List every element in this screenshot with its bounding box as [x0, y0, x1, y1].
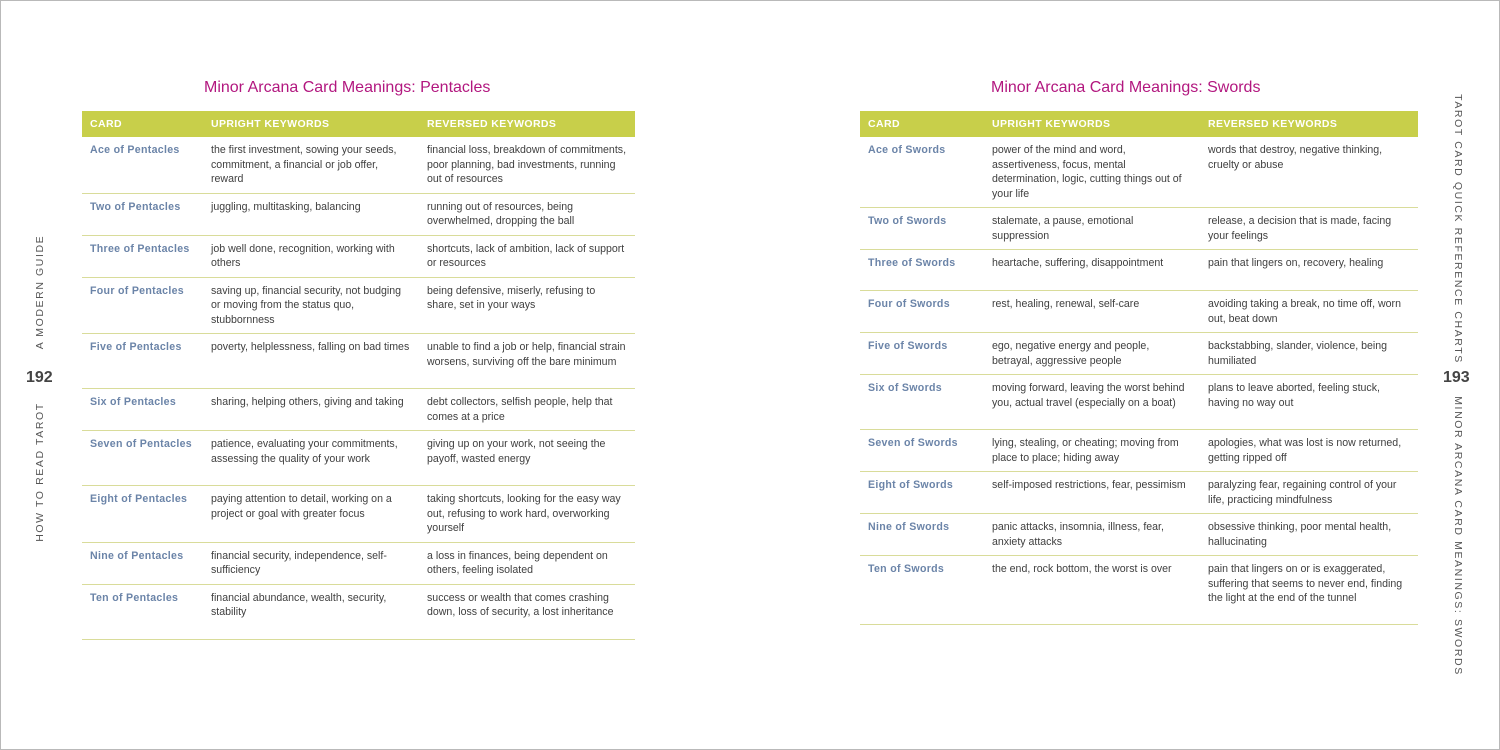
card-name-cell: Three of Pentacles [82, 235, 203, 277]
reversed-keywords-cell: obsessive thinking, poor mental health, hallucinating [1200, 514, 1418, 556]
table-row [82, 235, 635, 277]
swords-title: Minor Arcana Card Meanings: Swords [991, 79, 1261, 96]
table-row [860, 291, 1418, 333]
reversed-keywords-cell: unable to find a job or help, financial strain worsens, surviving off the bare minimum [419, 334, 635, 389]
upright-keywords-cell: panic attacks, insomnia, illness, fear, anxiety attacks [984, 514, 1200, 556]
header-upright: UPRIGHT KEYWORDS [203, 111, 419, 137]
card-name-cell: Two of Pentacles [82, 193, 203, 235]
card-name-cell: Four of Swords [860, 291, 984, 333]
card-name-cell: Eight of Swords [860, 472, 984, 514]
table-row [82, 542, 635, 584]
card-name-cell: Ace of Pentacles [82, 137, 203, 193]
card-name-cell: Three of Swords [860, 250, 984, 291]
header-reversed: REVERSED KEYWORDS [419, 111, 635, 137]
table-row [82, 193, 635, 235]
table-row [860, 375, 1418, 430]
reversed-keywords-cell: words that destroy, negative thinking, cruelty or abuse [1200, 137, 1418, 208]
page-number-left: 192 [26, 369, 53, 386]
reversed-keywords-cell: pain that lingers on or is exaggerated, suffering that seems to never end, finding the light at the end of the tunnel [1200, 556, 1418, 625]
table-row [860, 514, 1418, 556]
pentacles-table [82, 111, 635, 640]
table-row [82, 486, 635, 543]
header-card: CARD [860, 111, 984, 137]
card-name-cell: Seven of Swords [860, 430, 984, 472]
table-row [82, 431, 635, 486]
header-upright: UPRIGHT KEYWORDS [984, 111, 1200, 137]
table-row [82, 389, 635, 431]
page-number-right: 193 [1443, 369, 1470, 386]
table-row [82, 334, 635, 389]
table-row [860, 472, 1418, 514]
reversed-keywords-cell: debt collectors, selfish people, help that comes at a price [419, 389, 635, 431]
reversed-keywords-cell: avoiding taking a break, no time off, worn out, beat down [1200, 291, 1418, 333]
table-row [860, 137, 1418, 208]
reversed-keywords-cell: release, a decision that is made, facing your feelings [1200, 208, 1418, 250]
upright-keywords-cell: the end, rock bottom, the worst is over [984, 556, 1200, 625]
upright-keywords-cell: paying attention to detail, working on a project or goal with greater focus [203, 486, 419, 543]
table-header-row [82, 111, 635, 137]
section-running-head: TAROT CARD QUICK REFERENCE CHARTS [1452, 94, 1464, 364]
reversed-keywords-cell: backstabbing, slander, violence, being humiliated [1200, 333, 1418, 375]
card-name-cell: Eight of Pentacles [82, 486, 203, 543]
table-row [82, 584, 635, 639]
header-reversed: REVERSED KEYWORDS [1200, 111, 1418, 137]
upright-keywords-cell: stalemate, a pause, emotional suppression [984, 208, 1200, 250]
reversed-keywords-cell: shortcuts, lack of ambition, lack of support or resources [419, 235, 635, 277]
upright-keywords-cell: rest, healing, renewal, self-care [984, 291, 1200, 333]
upright-keywords-cell: patience, evaluating your commitments, assessing the quality of your work [203, 431, 419, 486]
table-row [860, 556, 1418, 625]
table-header-row [860, 111, 1418, 137]
book-subtitle-running-head: A MODERN GUIDE [34, 234, 46, 350]
reversed-keywords-cell: financial loss, breakdown of commitments, poor planning, bad investments, running out of resources [419, 137, 635, 193]
upright-keywords-cell: sharing, helping others, giving and taking [203, 389, 419, 431]
upright-keywords-cell: the first investment, sowing your seeds, commitment, a financial or job offer, reward [203, 137, 419, 193]
card-name-cell: Nine of Swords [860, 514, 984, 556]
upright-keywords-cell: self-imposed restrictions, fear, pessimism [984, 472, 1200, 514]
table-row [860, 430, 1418, 472]
card-name-cell: Six of Swords [860, 375, 984, 430]
card-name-cell: Two of Swords [860, 208, 984, 250]
header-card: CARD [82, 111, 203, 137]
reversed-keywords-cell: success or wealth that comes crashing down, loss of security, a lost inheritance [419, 584, 635, 639]
upright-keywords-cell: job well done, recognition, working with others [203, 235, 419, 277]
reversed-keywords-cell: taking shortcuts, looking for the easy way out, refusing to work hard, overworking yourself [419, 486, 635, 543]
reversed-keywords-cell: plans to leave aborted, feeling stuck, having no way out [1200, 375, 1418, 430]
reversed-keywords-cell: giving up on your work, not seeing the payoff, wasted energy [419, 431, 635, 486]
pentacles-title: Minor Arcana Card Meanings: Pentacles [204, 79, 491, 96]
card-name-cell: Five of Swords [860, 333, 984, 375]
chapter-running-head: MINOR ARCANA CARD MEANINGS: SWORDS [1452, 396, 1464, 676]
table-row [860, 333, 1418, 375]
card-name-cell: Ten of Swords [860, 556, 984, 625]
table-row [860, 250, 1418, 291]
card-name-cell: Seven of Pentacles [82, 431, 203, 486]
book-title-running-head: HOW TO READ TAROT [34, 402, 46, 542]
upright-keywords-cell: ego, negative energy and people, betrayal, aggressive people [984, 333, 1200, 375]
reversed-keywords-cell: pain that lingers on, recovery, healing [1200, 250, 1418, 291]
upright-keywords-cell: moving forward, leaving the worst behind you, actual travel (especially on a boat) [984, 375, 1200, 430]
table-row [82, 277, 635, 334]
table-row [860, 208, 1418, 250]
upright-keywords-cell: power of the mind and word, assertiveness, focus, mental determination, logic, cutting things out of your life [984, 137, 1200, 208]
card-name-cell: Six of Pentacles [82, 389, 203, 431]
swords-table [860, 111, 1418, 625]
table-row [82, 137, 635, 193]
upright-keywords-cell: heartache, suffering, disappointment [984, 250, 1200, 291]
upright-keywords-cell: financial abundance, wealth, security, stability [203, 584, 419, 639]
upright-keywords-cell: saving up, financial security, not budging or moving from the status quo, stubbornness [203, 277, 419, 334]
card-name-cell: Nine of Pentacles [82, 542, 203, 584]
reversed-keywords-cell: apologies, what was lost is now returned, getting ripped off [1200, 430, 1418, 472]
card-name-cell: Ten of Pentacles [82, 584, 203, 639]
card-name-cell: Four of Pentacles [82, 277, 203, 334]
reversed-keywords-cell: running out of resources, being overwhelmed, dropping the ball [419, 193, 635, 235]
card-name-cell: Ace of Swords [860, 137, 984, 208]
upright-keywords-cell: lying, stealing, or cheating; moving from place to place; hiding away [984, 430, 1200, 472]
reversed-keywords-cell: paralyzing fear, regaining control of your life, practicing mindfulness [1200, 472, 1418, 514]
upright-keywords-cell: financial security, independence, self-sufficiency [203, 542, 419, 584]
reversed-keywords-cell: a loss in finances, being dependent on others, feeling isolated [419, 542, 635, 584]
upright-keywords-cell: poverty, helplessness, falling on bad times [203, 334, 419, 389]
upright-keywords-cell: juggling, multitasking, balancing [203, 193, 419, 235]
reversed-keywords-cell: being defensive, miserly, refusing to share, set in your ways [419, 277, 635, 334]
card-name-cell: Five of Pentacles [82, 334, 203, 389]
